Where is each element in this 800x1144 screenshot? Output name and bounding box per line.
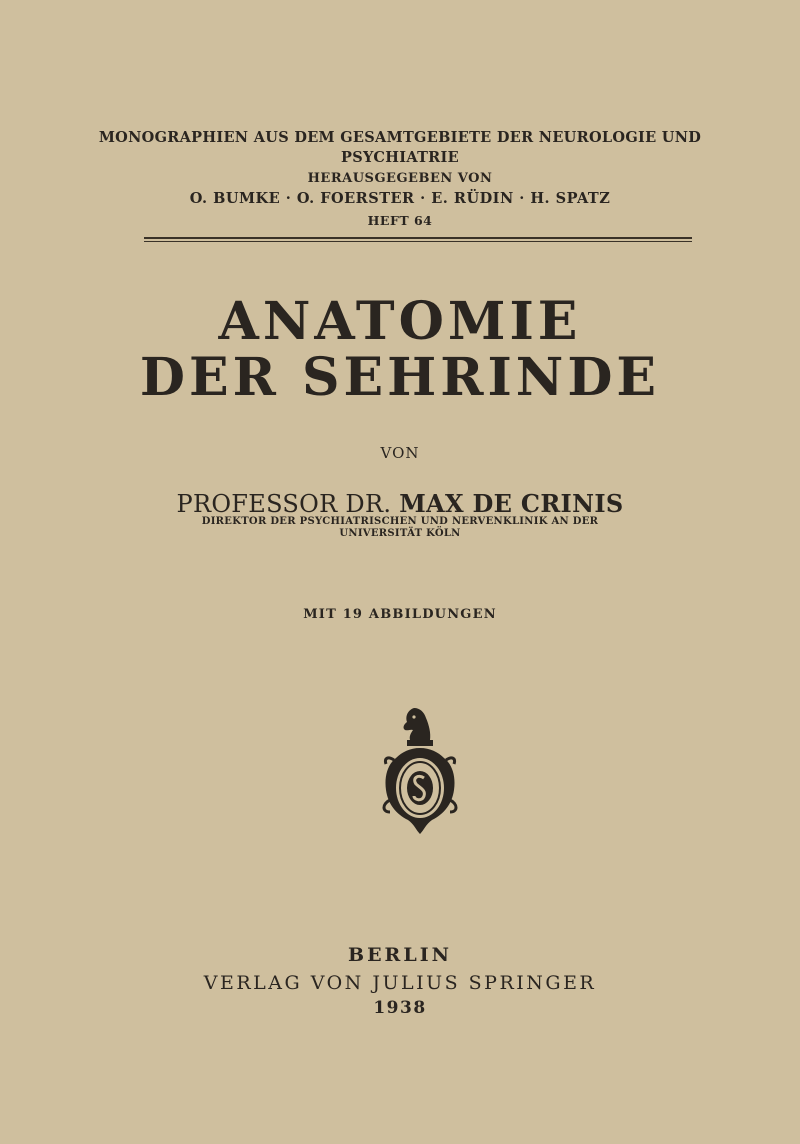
series-title	[0, 128, 800, 168]
illustrations-note: MIT 19 ABBILDUNGEN	[303, 607, 497, 622]
author-affiliation	[90, 516, 710, 540]
author-prefix: PROFESSOR DR.	[176, 490, 392, 518]
series-title-line2: PSYCHIATRIE	[341, 149, 459, 166]
author	[0, 489, 800, 518]
by-label: VON	[380, 444, 420, 462]
imprint-publisher: VERLAG VON JULIUS SPRINGER	[203, 972, 597, 994]
book-title-line1: ANATOMIE	[218, 291, 582, 352]
author-name: MAX DE CRINIS	[399, 489, 624, 518]
double-rule-top	[144, 237, 692, 239]
imprint-city: BERLIN	[348, 944, 452, 966]
imprint-year: 1938	[373, 998, 427, 1018]
editors-label: HERAUSGEGEBEN VON	[307, 171, 493, 186]
issue-number: HEFT 64	[367, 213, 433, 228]
double-rule-bottom	[144, 241, 692, 242]
editors-list: O. BUMKE · O. FOERSTER · E. RÜDIN · H. SPATZ	[189, 190, 611, 207]
series-title-line1: MONOGRAPHIEN AUS DEM GESAMTGEBIETE DER NEUROLOGIE UND	[98, 129, 702, 146]
publisher-emblem-icon	[374, 700, 464, 840]
book-title	[0, 291, 800, 408]
affiliation-line1: DIREKTOR DER PSYCHIATRISCHEN UND NERVENKLINIK AN DER	[201, 516, 599, 527]
book-title-line2: DER SEHRINDE	[139, 347, 661, 408]
affiliation-line2: UNIVERSITÄT KÖLN	[339, 528, 461, 539]
